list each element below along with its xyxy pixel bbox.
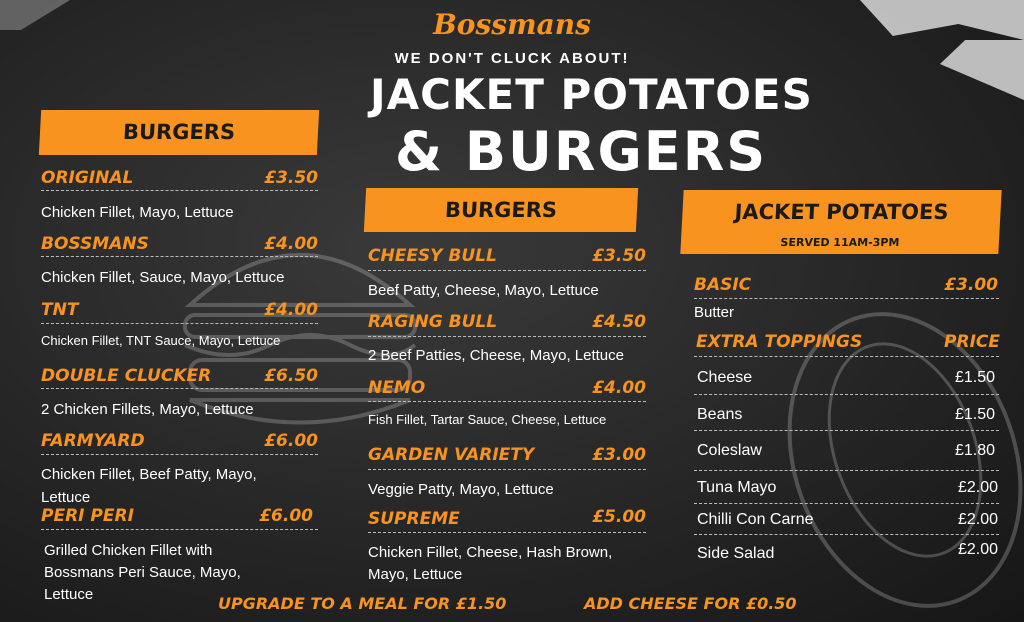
menu-item-description: 2 Beef Patties, Cheese, Mayo, Lettuce [368, 347, 624, 364]
menu-item-price: £4.50 [592, 312, 646, 332]
menu-item-price: £5.00 [592, 507, 646, 527]
divider [368, 270, 646, 271]
topping-name: Cheese [697, 369, 753, 386]
menu-item-name: PERI PERI [41, 506, 134, 526]
extras-label: EXTRA TOPPINGS [696, 332, 863, 352]
menu-item-name: TNT [41, 300, 79, 320]
divider [41, 388, 318, 389]
divider [694, 394, 999, 395]
menu-item-description: Chicken Fillet, Sauce, Mayo, Lettuce [41, 269, 285, 286]
topping-name: Side Salad [697, 545, 775, 562]
menu-item-description: Mayo, Lettuce [368, 566, 463, 583]
topping-name: Tuna Mayo [697, 479, 777, 496]
left-section-heading: BURGERS [39, 110, 319, 155]
menu-item-price: £4.00 [264, 234, 318, 254]
topping-price: £2.00 [957, 541, 998, 558]
tagline: WE DON'T CLUCK ABOUT! [394, 50, 630, 67]
divider [41, 454, 318, 455]
menu-item-name: SUPREME [368, 509, 460, 529]
extras-price-label: PRICE [944, 332, 1000, 352]
divider [41, 190, 318, 191]
menu-item-description: 2 Chicken Fillets, Mayo, Lettuce [41, 401, 254, 418]
divider [694, 356, 999, 357]
menu-item-description: Bossmans Peri Sauce, Mayo, [44, 564, 241, 581]
grunge-streak-right [940, 40, 1024, 100]
divider [41, 256, 318, 257]
menu-item-description: Chicken Fillet, Mayo, Lettuce [41, 204, 234, 221]
menu-item-price: £3.00 [592, 445, 646, 465]
menu-item-name: FARMYARD [41, 431, 145, 451]
menu-item-description: Lettuce [41, 489, 91, 506]
divider [368, 401, 646, 402]
menu-item-description: Chicken Fillet, TNT Sauce, Mayo, Lettuce [41, 333, 281, 348]
menu-item-description: Fish Fillet, Tartar Sauce, Cheese, Lettuce [368, 412, 607, 427]
divider [368, 336, 646, 337]
menu-item-description: Chicken Fillet, Beef Patty, Mayo, [41, 466, 257, 483]
meal-upgrade-note: UPGRADE TO A MEAL FOR £1.50 [218, 594, 507, 613]
middle-section-heading: BURGERS [364, 188, 638, 232]
topping-name: Coleslaw [697, 442, 762, 459]
menu-item-name: NEMO [368, 378, 426, 398]
menu-item-price: £6.00 [259, 506, 313, 526]
topping-price: £1.80 [954, 442, 995, 459]
menu-item-name: CHEESY BULL [368, 246, 497, 266]
right-section-heading [680, 190, 1001, 254]
divider [694, 534, 999, 535]
serving-hours: SERVED 11AM-3PM [780, 236, 900, 249]
topping-price: £2.00 [957, 511, 998, 528]
menu-item-price: £3.00 [944, 275, 998, 295]
brand-logo: Bossmans [433, 8, 591, 41]
menu-item-description: Butter [694, 304, 735, 321]
topping-price: £1.50 [954, 369, 995, 386]
menu-item-name: ORIGINAL [41, 168, 134, 188]
menu-item-description: Beef Patty, Cheese, Mayo, Lettuce [368, 282, 599, 299]
menu-item-name: BOSSMANS [41, 234, 149, 254]
menu-item-price: £6.50 [264, 366, 318, 386]
divider [694, 470, 999, 471]
divider [368, 469, 646, 470]
topping-name: Beans [697, 406, 743, 423]
menu-item-price: £4.00 [592, 378, 646, 398]
menu-item-name: BASIC [694, 275, 752, 295]
topping-price: £1.50 [954, 406, 995, 423]
menu-item-description: Veggie Patty, Mayo, Lettuce [368, 481, 554, 498]
menu-item-name: RAGING BULL [368, 312, 498, 332]
menu-item-description: Chicken Fillet, Cheese, Hash Brown, [368, 544, 613, 561]
menu-item-price: £4.00 [264, 300, 318, 320]
page-title-line2: & BURGERS [395, 120, 768, 183]
menu-item-description: Grilled Chicken Fillet with [44, 542, 213, 559]
topping-price: £2.00 [957, 479, 998, 496]
divider [41, 529, 318, 530]
add-cheese-note: ADD CHEESE FOR £0.50 [584, 594, 797, 613]
divider [694, 430, 999, 431]
menu-item-price: £3.50 [264, 168, 318, 188]
menu-item-name: DOUBLE CLUCKER [41, 366, 212, 386]
menu-item-price: £6.00 [264, 431, 318, 451]
page-title-line1: JACKET POTATOES [370, 70, 813, 119]
divider [694, 298, 999, 299]
menu-item-name: GARDEN VARIETY [368, 445, 535, 465]
divider [368, 532, 646, 533]
divider [694, 503, 999, 504]
divider [41, 323, 318, 324]
right-section-title: JACKET POTATOES [733, 200, 950, 224]
menu-item-description: Lettuce [44, 586, 94, 603]
topping-name: Chilli Con Carne [697, 511, 814, 528]
menu-item-price: £3.50 [592, 246, 646, 266]
